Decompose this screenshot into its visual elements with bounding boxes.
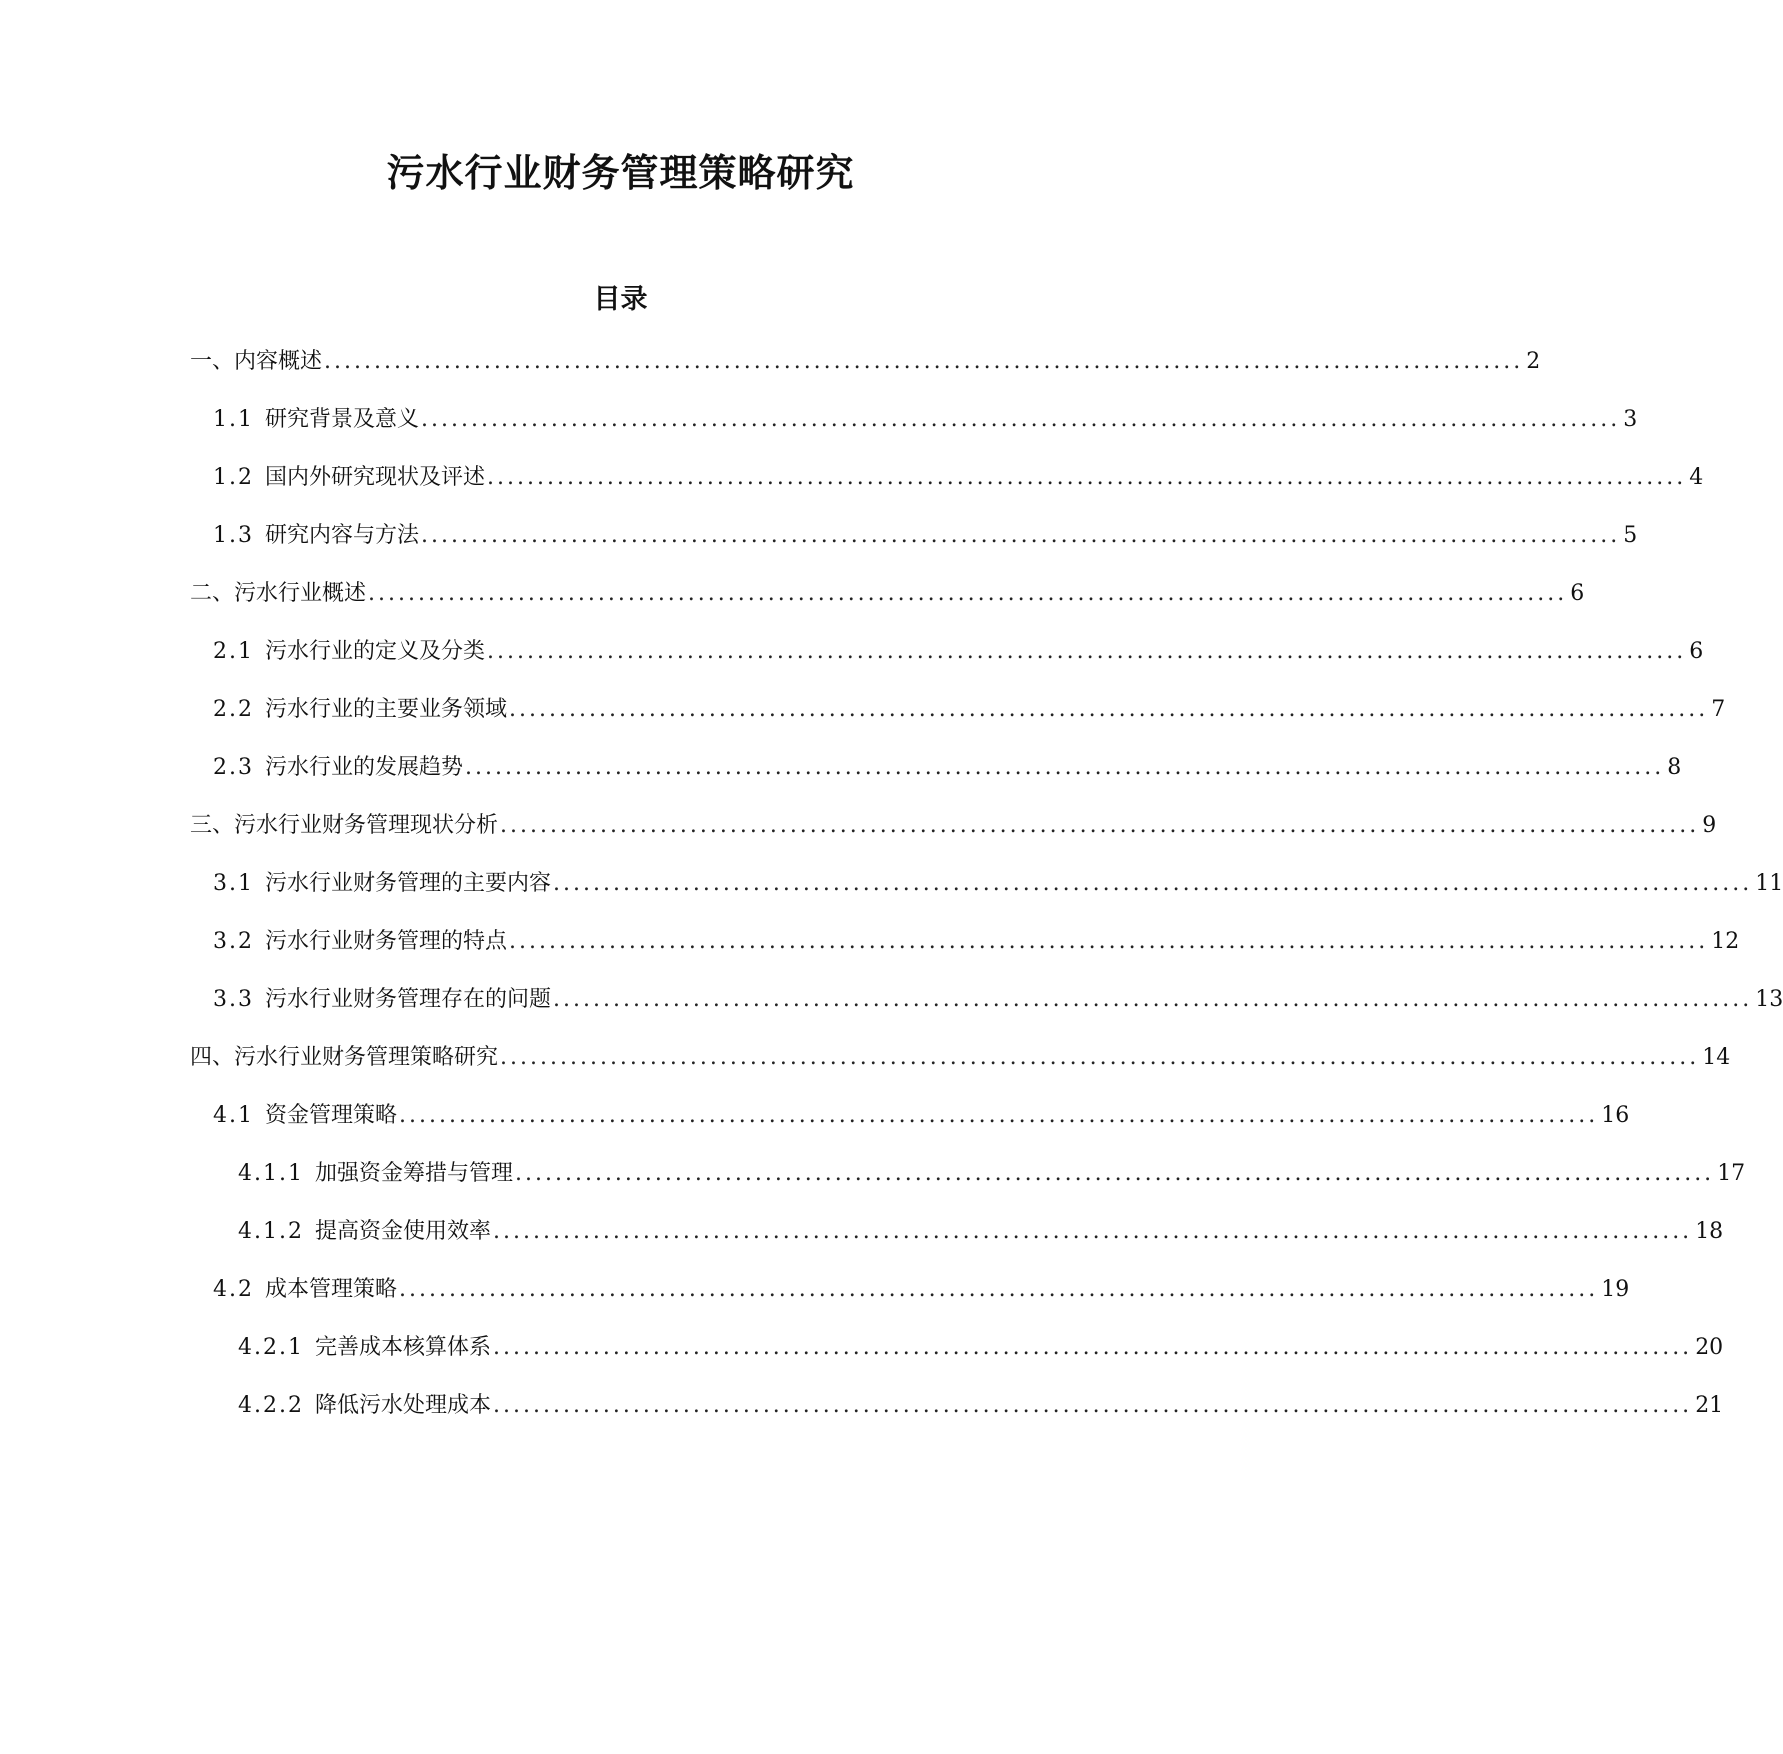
toc-entry-label: 污水行业财务管理的主要内容 bbox=[265, 871, 552, 896]
toc-entry-page-number: 21 bbox=[1695, 1393, 1724, 1418]
toc-entry-page-number: 5 bbox=[1623, 523, 1638, 548]
toc-entry-number: 4.2 bbox=[213, 1277, 254, 1302]
toc-entry[interactable] bbox=[213, 519, 1638, 553]
toc-dot-leader: ........................................................................................................................ bbox=[324, 349, 1524, 374]
toc-entry[interactable] bbox=[213, 751, 1682, 785]
toc-entry-page-number: 7 bbox=[1711, 697, 1726, 722]
toc-entry-label: 研究背景及意义 bbox=[265, 407, 420, 432]
toc-entry-page-number: 14 bbox=[1702, 1045, 1731, 1070]
toc-entry-label: 污水行业的定义及分类 bbox=[265, 639, 486, 664]
document-title: 污水行业财务管理策略研究 bbox=[386, 150, 855, 195]
toc-entry-label: 一、内容概述 bbox=[190, 349, 323, 374]
toc-entry[interactable] bbox=[213, 635, 1704, 669]
toc-dot-leader: ........................................................................................................................ bbox=[399, 1103, 1599, 1128]
toc-entry[interactable] bbox=[213, 461, 1704, 495]
toc-entry-page-number: 20 bbox=[1695, 1335, 1724, 1360]
toc-entry-page-number: 6 bbox=[1570, 581, 1585, 606]
toc-dot-leader: ........................................................................................................................ bbox=[553, 987, 1753, 1012]
toc-entry-page-number: 16 bbox=[1601, 1103, 1630, 1128]
toc-entry-page-number: 17 bbox=[1717, 1161, 1746, 1186]
toc-entry-label: 四、污水行业财务管理策略研究 bbox=[190, 1045, 499, 1070]
toc-entry-label: 成本管理策略 bbox=[265, 1277, 398, 1302]
toc-dot-leader: ........................................................................................................................ bbox=[553, 871, 1753, 896]
toc-entry-label: 三、污水行业财务管理现状分析 bbox=[190, 813, 499, 838]
toc-entry-number: 1.2 bbox=[213, 465, 254, 490]
toc-entry-page-number: 9 bbox=[1702, 813, 1717, 838]
toc-entry[interactable] bbox=[238, 1157, 1746, 1191]
toc-dot-leader: ........................................................................................................................ bbox=[493, 1219, 1693, 1244]
toc-dot-leader: ........................................................................................................................ bbox=[500, 813, 1700, 838]
toc-entry-page-number: 11 bbox=[1755, 871, 1783, 896]
toc-entry-number: 4.2.1 bbox=[238, 1335, 304, 1360]
toc-entry-label: 污水行业财务管理存在的问题 bbox=[265, 987, 552, 1012]
toc-entry[interactable] bbox=[190, 809, 1717, 843]
toc-entry-page-number: 6 bbox=[1689, 639, 1704, 664]
toc-entry-label: 降低污水处理成本 bbox=[314, 1393, 491, 1418]
toc-entry[interactable] bbox=[190, 1041, 1731, 1075]
toc-entry-label: 加强资金筹措与管理 bbox=[314, 1161, 513, 1186]
toc-entry-label: 提高资金使用效率 bbox=[314, 1219, 491, 1244]
toc-entry-number: 4.1.1 bbox=[238, 1161, 304, 1186]
toc-entry[interactable] bbox=[213, 925, 1740, 959]
toc-entry-label: 研究内容与方法 bbox=[265, 523, 420, 548]
toc-dot-leader: ........................................................................................................................ bbox=[421, 523, 1621, 548]
toc-dot-leader: ........................................................................................................................ bbox=[509, 929, 1709, 954]
toc-entry-number: 2.2 bbox=[213, 697, 254, 722]
toc-entry[interactable] bbox=[238, 1331, 1724, 1365]
toc-entry-number: 2.1 bbox=[213, 639, 254, 664]
toc-entry-label: 污水行业的主要业务领域 bbox=[265, 697, 508, 722]
toc-entry-number: 1.3 bbox=[213, 523, 254, 548]
toc-entry-page-number: 12 bbox=[1711, 929, 1740, 954]
toc-dot-leader: ........................................................................................................................ bbox=[515, 1161, 1715, 1186]
toc-entry-label: 国内外研究现状及评述 bbox=[265, 465, 486, 490]
toc-dot-leader: ........................................................................................................................ bbox=[465, 755, 1665, 780]
toc-entry-number: 1.1 bbox=[213, 407, 254, 432]
toc-entry-page-number: 13 bbox=[1755, 987, 1783, 1012]
toc-entry-label: 完善成本核算体系 bbox=[314, 1335, 491, 1360]
toc-entry[interactable] bbox=[190, 577, 1585, 611]
toc-entry-number: 3.1 bbox=[213, 871, 254, 896]
toc-heading: 目录 bbox=[593, 284, 648, 315]
toc-dot-leader: ........................................................................................................................ bbox=[509, 697, 1709, 722]
toc-dot-leader: ........................................................................................................................ bbox=[493, 1393, 1693, 1418]
toc-entry-number: 3.2 bbox=[213, 929, 254, 954]
toc-entry[interactable] bbox=[238, 1389, 1724, 1423]
toc-entry[interactable] bbox=[213, 983, 1783, 1017]
toc-dot-leader: ........................................................................................................................ bbox=[500, 1045, 1700, 1070]
toc-entry[interactable] bbox=[190, 345, 1541, 379]
toc-dot-leader: ........................................................................................................................ bbox=[399, 1277, 1599, 1302]
toc-entry-label: 资金管理策略 bbox=[265, 1103, 398, 1128]
toc-entry-label: 二、污水行业概述 bbox=[190, 581, 367, 606]
toc-dot-leader: ........................................................................................................................ bbox=[368, 581, 1568, 606]
toc-entry-number: 4.2.2 bbox=[238, 1393, 304, 1418]
toc-entry-page-number: 3 bbox=[1623, 407, 1638, 432]
toc-entry-label: 污水行业财务管理的特点 bbox=[265, 929, 508, 954]
toc-entry[interactable] bbox=[213, 403, 1638, 437]
toc-entry[interactable] bbox=[213, 693, 1726, 727]
toc-entry-number: 4.1.2 bbox=[238, 1219, 304, 1244]
toc-entry[interactable] bbox=[213, 1273, 1630, 1307]
toc-entry-number: 2.3 bbox=[213, 755, 254, 780]
toc-entry[interactable] bbox=[238, 1215, 1724, 1249]
toc-entry-page-number: 19 bbox=[1601, 1277, 1630, 1302]
toc-entry-page-number: 18 bbox=[1695, 1219, 1724, 1244]
toc-entry-label: 污水行业的发展趋势 bbox=[265, 755, 464, 780]
toc-dot-leader: ........................................................................................................................ bbox=[493, 1335, 1693, 1360]
toc-entry[interactable] bbox=[213, 1099, 1630, 1133]
toc-entry[interactable] bbox=[213, 867, 1783, 901]
toc-entry-number: 4.1 bbox=[213, 1103, 254, 1128]
toc-dot-leader: ........................................................................................................................ bbox=[421, 407, 1621, 432]
toc-dot-leader: ........................................................................................................................ bbox=[487, 639, 1687, 664]
toc-entry-page-number: 8 bbox=[1667, 755, 1682, 780]
toc-entry-number: 3.3 bbox=[213, 987, 254, 1012]
toc-entry-page-number: 4 bbox=[1689, 465, 1704, 490]
toc-dot-leader: ........................................................................................................................ bbox=[487, 465, 1687, 490]
toc-entry-page-number: 2 bbox=[1526, 349, 1541, 374]
